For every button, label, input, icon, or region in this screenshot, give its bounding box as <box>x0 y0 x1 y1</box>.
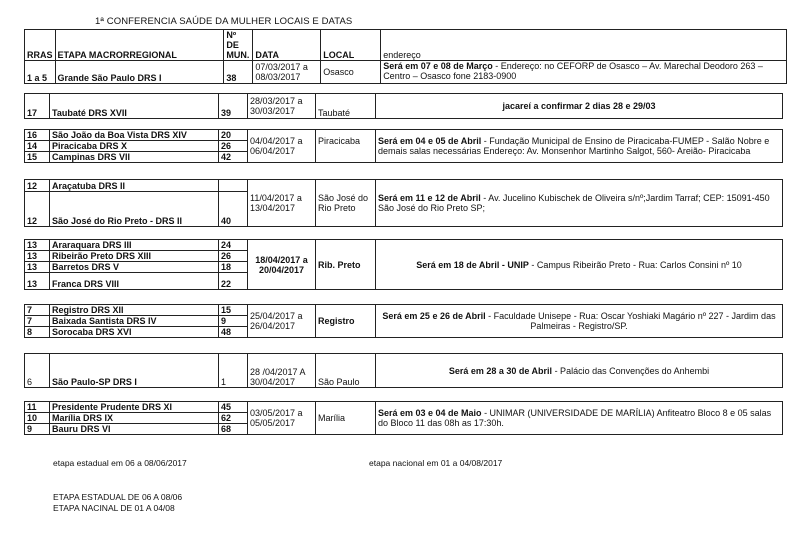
footer-etapa-nacional-upper: ETAPA NACINAL DE 01 A 04/08 <box>53 503 175 513</box>
table-row <box>25 180 783 192</box>
cell-region: Registro DRS XII <box>50 305 219 316</box>
cell-rras: 9 <box>25 424 50 435</box>
cell-mun: 40 <box>219 192 248 227</box>
cell-region: Taubaté DRS XVII <box>50 94 219 119</box>
cell-mun: 26 <box>219 251 248 262</box>
document-title: 1ª CONFERENCIA SAÚDE DA MULHER LOCAIS E DATAS <box>95 16 353 27</box>
footer-etapa-nacional: etapa nacional em 01 a 04/08/2017 <box>369 458 503 468</box>
table-row <box>25 61 787 84</box>
cell-region: São Paulo-SP DRS I <box>50 354 219 388</box>
cell-local: Piracicaba <box>316 130 376 163</box>
cell-local: Registro <box>316 305 376 338</box>
cell-mun: 24 <box>219 240 248 251</box>
cell-date: 18/04/2017 a 20/04/2017 <box>248 240 316 290</box>
cell-mun: 20 <box>219 130 248 141</box>
cell-region: Barretos DRS V <box>50 262 219 273</box>
header-mun: Nº DE MUN. <box>224 30 253 61</box>
cell-region: São José do Rio Preto - DRS II <box>50 192 219 227</box>
cell-rras: 13 <box>25 251 50 262</box>
cell-local: Rib. Preto <box>316 240 376 290</box>
cell-rras: 7 <box>25 305 50 316</box>
header-local: LOCAL <box>321 30 381 61</box>
cell-region: São João da Boa Vista DRS XIV <box>50 130 219 141</box>
cell-mun <box>219 180 248 192</box>
cell-mun: 15 <box>219 305 248 316</box>
footer-etapa-estadual-upper: ETAPA ESTADUAL DE 06 A 08/06 <box>53 492 183 502</box>
cell-rras: 6 <box>25 354 50 388</box>
cell-mun: 62 <box>219 413 248 424</box>
cell-address: Será em 07 e 08 de Março - Endereço: no CEFORP de Osasco – Av. Marechal Deodoro 263 – Centro – Osasco fone 2183-0900 <box>381 61 787 84</box>
cell-region: Baixada Santista DRS IV <box>50 316 219 327</box>
cell-address: jacareí a confirmar 2 dias 28 e 29/03 <box>376 94 783 119</box>
cell-address: Será em 25 e 26 de Abril - Faculdade Unisepe - Rua: Oscar Yoshiaki Magário nº 227 - Jardim das Palmeiras - Registro/SP. <box>376 305 783 338</box>
cell-mun: 22 <box>219 273 248 290</box>
cell-mun: 26 <box>219 141 248 152</box>
cell-date: 28 /04/2017 A 30/04/2017 <box>248 354 316 388</box>
header-etapa: ETAPA MACRORREGIONAL <box>55 30 224 61</box>
cell-mun: 42 <box>219 152 248 163</box>
cell-region: Araraquara DRS III <box>50 240 219 251</box>
cell-rras: 11 <box>25 402 50 413</box>
cell-mun: 18 <box>219 262 248 273</box>
cell-rras: 14 <box>25 141 50 152</box>
header-data: DATA <box>253 30 321 61</box>
cell-address: Será em 18 de Abril - UNIP - Campus Ribeirão Preto - Rua: Carlos Consini nº 10 <box>376 240 783 290</box>
cell-address: Será em 03 e 04 de Maio - UNIMAR (UNIVERSIDADE DE MARÍLIA) Anfiteatro Bloco 8 e 05 salas do Bloco 11 das 08h as 17:30h. <box>376 402 783 435</box>
table-row <box>25 94 783 119</box>
cell-mun: 38 <box>224 61 253 84</box>
cell-region: Araçatuba DRS II <box>50 180 219 192</box>
cell-rras: 10 <box>25 413 50 424</box>
table-header-row <box>25 30 787 61</box>
table-row <box>25 354 783 388</box>
cell-region: Ribeirão Preto DRS XIII <box>50 251 219 262</box>
cell-rras: 13 <box>25 240 50 251</box>
cell-rras: 13 <box>25 273 50 290</box>
cell-mun: 48 <box>219 327 248 338</box>
cell-region: Campinas DRS VII <box>50 152 219 163</box>
cell-rras: 1 a 5 <box>25 61 56 84</box>
table-section-taubate <box>24 93 783 119</box>
cell-local: São Paulo <box>316 354 376 388</box>
cell-rras: 13 <box>25 262 50 273</box>
cell-address: Será em 11 e 12 de Abril - Av. Jucelino Kubischek de Oliveira s/nº;Jardim Tarraf; CEP: 15091-450 São José do Rio Preto SP; <box>376 180 783 227</box>
cell-mun: 1 <box>219 354 248 388</box>
table-section-registro <box>24 304 783 338</box>
cell-date: 28/03/2017 a 30/03/2017 <box>248 94 316 119</box>
cell-region: Presidente Prudente DRS XI <box>50 402 219 413</box>
cell-rras: 12 <box>25 180 50 192</box>
cell-local: Marília <box>316 402 376 435</box>
cell-date: 07/03/2017 a 08/03/2017 <box>253 61 321 84</box>
cell-rras: 12 <box>25 192 50 227</box>
cell-rras: 16 <box>25 130 50 141</box>
cell-mun: 68 <box>219 424 248 435</box>
cell-mun: 39 <box>219 94 248 119</box>
cell-rras: 17 <box>25 94 50 119</box>
cell-region: Piracicaba DRS X <box>50 141 219 152</box>
header-endereco: endereço <box>381 30 787 61</box>
cell-region: Franca DRS VIII <box>50 273 219 290</box>
table-section-ribeirao-preto <box>24 239 783 290</box>
cell-address: Será em 04 e 05 de Abril - Fundação Municipal de Ensino de Piracicaba-FUMEP - Salão Nobre e demais salas necessárias Endereço: Av. Monsenhor Martinho Salgot, 560- Areião- Piracicaba <box>376 130 783 163</box>
table-row <box>25 240 783 251</box>
footer-etapa-estadual: etapa estadual em 06 a 08/06/2017 <box>53 458 187 468</box>
cell-date: 03/05/2017 a 05/05/2017 <box>248 402 316 435</box>
cell-address: Será em 28 a 30 de Abril - Palácio das Convenções do Anhembi <box>376 354 783 388</box>
cell-local: Osasco <box>321 61 381 84</box>
table-row <box>25 305 783 316</box>
cell-date: 25/04/2017 a 26/04/2017 <box>248 305 316 338</box>
table-section-marilia <box>24 401 783 435</box>
cell-date: 04/04/2017 a 06/04/2017 <box>248 130 316 163</box>
header-rras: RRAS <box>25 30 56 61</box>
cell-date: 11/04/2017 a 13/04/2017 <box>248 180 316 227</box>
table-section-piracicaba <box>24 129 783 163</box>
cell-region: Sorocaba DRS XVI <box>50 327 219 338</box>
cell-local: São José do Rio Preto <box>316 180 376 227</box>
cell-rras: 8 <box>25 327 50 338</box>
cell-region: Grande São Paulo DRS I <box>55 61 224 84</box>
table-section-rio-preto <box>24 179 783 227</box>
cell-mun: 9 <box>219 316 248 327</box>
cell-rras: 7 <box>25 316 50 327</box>
cell-rras: 15 <box>25 152 50 163</box>
cell-region: Marília DRS IX <box>50 413 219 424</box>
table-section-sao-paulo <box>24 353 783 388</box>
cell-region: Bauru DRS VI <box>50 424 219 435</box>
cell-mun: 45 <box>219 402 248 413</box>
cell-local: Taubaté <box>316 94 376 119</box>
table-section-sao-paulo-grande <box>24 29 787 84</box>
table-row <box>25 130 783 141</box>
table-row <box>25 402 783 413</box>
